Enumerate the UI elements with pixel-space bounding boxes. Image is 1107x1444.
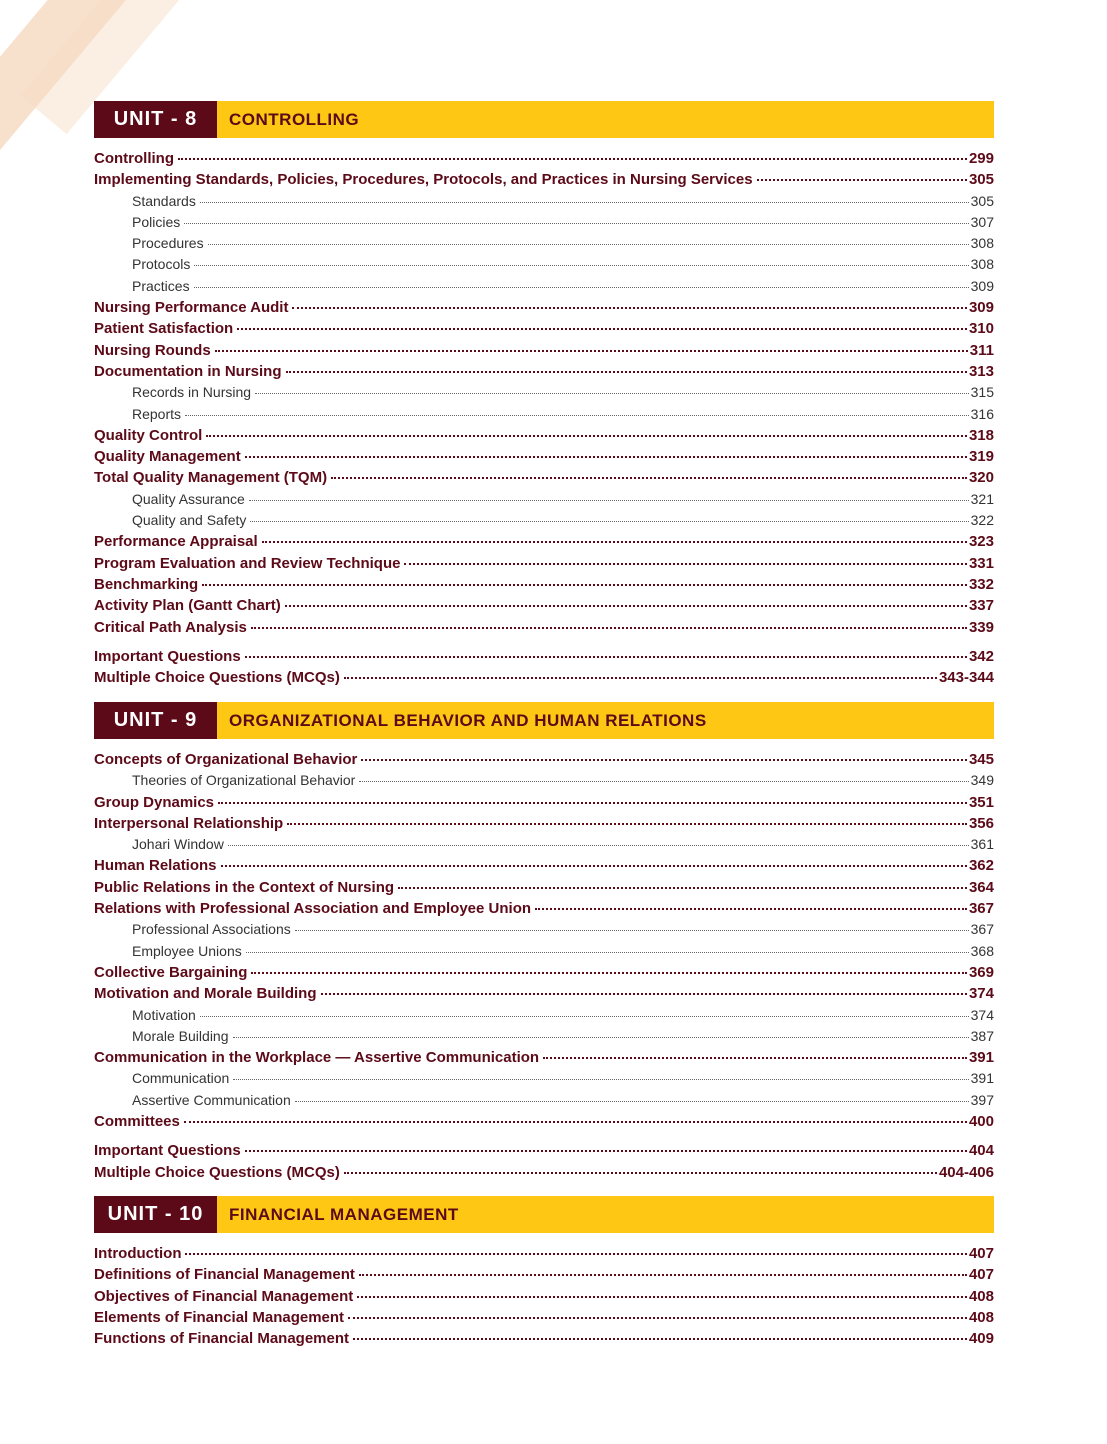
toc-entry[interactable]: [94, 427, 994, 448]
entry-label: Johari Window: [132, 836, 224, 853]
section-gap: [94, 640, 994, 648]
toc-entry[interactable]: [94, 1142, 994, 1163]
page-number: 345: [968, 751, 994, 768]
page-number: 374: [968, 985, 994, 1003]
dot-leader: [249, 499, 969, 501]
entry-label: Motivation and Morale Building: [94, 985, 317, 1003]
unit-title: CONTROLLING: [217, 101, 994, 138]
page-number: 404-406: [938, 1163, 994, 1181]
unit-title: FINANCIAL MANAGEMENT: [217, 1196, 994, 1233]
entry-label: Human Relations: [94, 857, 217, 875]
toc-entry[interactable]: [94, 555, 994, 576]
entry-label: Practices: [132, 277, 190, 294]
toc-subentry[interactable]: [94, 921, 994, 942]
toc-entry[interactable]: [94, 576, 994, 597]
entry-label: Assertive Communication: [132, 1091, 291, 1108]
unit-10-header: [94, 1196, 994, 1233]
page-number: 367: [968, 900, 994, 918]
toc-entry[interactable]: [94, 619, 994, 640]
page-number: 313: [968, 362, 994, 380]
entry-label: Communication in the Workplace — Assertive Communication: [94, 1049, 540, 1067]
entry-label: Committees: [94, 1113, 180, 1131]
toc-entry[interactable]: [94, 794, 994, 815]
dot-leader: [353, 1337, 967, 1340]
page-number: 349: [970, 772, 994, 789]
toc-entry[interactable]: [94, 857, 994, 878]
toc-subentry[interactable]: [94, 214, 994, 235]
entry-label: Records in Nursing: [132, 384, 252, 401]
entry-label: Concepts of Organizational Behavior: [94, 751, 358, 768]
toc-entry[interactable]: [94, 1309, 994, 1330]
dot-leader: [321, 992, 967, 995]
toc-subentry[interactable]: [94, 193, 994, 214]
dot-leader: [285, 604, 967, 607]
toc-subentry[interactable]: [94, 943, 994, 964]
dot-leader: [233, 1078, 968, 1080]
page-number: 299: [968, 150, 994, 167]
page-number: 369: [968, 963, 994, 981]
entry-label: Nursing Rounds: [94, 341, 211, 359]
dot-leader: [250, 520, 968, 522]
entry-label: Interpersonal Relationship: [94, 814, 284, 832]
entry-label: Professional Associations: [132, 921, 291, 938]
toc-subentry[interactable]: [94, 406, 994, 427]
entry-label: Program Evaluation and Review Technique: [94, 554, 401, 572]
page-number: 362: [968, 857, 994, 875]
page-number: 391: [970, 1070, 994, 1087]
toc-entry[interactable]: [94, 342, 994, 363]
page-number: 305: [968, 171, 994, 189]
dot-leader: [757, 178, 967, 181]
dot-leader: [206, 434, 967, 437]
page-number: 319: [968, 448, 994, 466]
page-number: 400: [968, 1113, 994, 1131]
entry-label: Important Questions: [94, 1142, 241, 1160]
dot-leader: [292, 306, 966, 309]
entry-label: Performance Appraisal: [94, 533, 258, 551]
dot-leader: [543, 1056, 967, 1059]
dot-leader: [255, 392, 969, 394]
toc-entry[interactable]: [94, 171, 994, 192]
toc-entry[interactable]: [94, 299, 994, 320]
page-number: 309: [968, 299, 994, 317]
dot-leader: [359, 780, 968, 782]
dot-leader: [251, 626, 967, 629]
entry-label: Collective Bargaining: [94, 963, 248, 981]
entry-label: Quality Control: [94, 426, 203, 444]
page-number: 307: [970, 213, 994, 230]
toc-subentry[interactable]: [94, 384, 994, 405]
unit-badge: UNIT - 9: [94, 702, 217, 739]
dot-leader: [357, 1295, 967, 1298]
dot-leader: [200, 201, 969, 203]
toc-entry[interactable]: [94, 900, 994, 921]
unit-9-contents: [94, 751, 994, 1185]
entry-label: Documentation in Nursing: [94, 362, 282, 380]
toc-entry[interactable]: [94, 1245, 994, 1266]
dot-leader: [287, 822, 967, 825]
toc-entry[interactable]: [94, 597, 994, 618]
toc-subentry[interactable]: [94, 235, 994, 256]
dot-leader: [295, 1100, 969, 1102]
dot-leader: [398, 886, 967, 889]
dot-leader: [245, 455, 967, 458]
page-number: 331: [968, 554, 994, 572]
entry-label: Patient Satisfaction: [94, 320, 234, 338]
toc-entry[interactable]: [94, 751, 994, 772]
entry-label: Protocols: [132, 256, 191, 273]
entry-label: Benchmarking: [94, 575, 199, 593]
dot-leader: [237, 327, 967, 330]
dot-leader: [185, 1252, 966, 1255]
dot-leader: [359, 1273, 967, 1276]
entry-label: Functions of Financial Management: [94, 1330, 350, 1348]
toc-entry[interactable]: [94, 1164, 994, 1185]
entry-label: Nursing Performance Audit: [94, 299, 289, 317]
entry-label: Activity Plan (Gantt Chart): [94, 597, 281, 615]
page-number: 361: [970, 836, 994, 853]
dot-leader: [361, 758, 967, 761]
dot-leader: [215, 349, 968, 352]
toc-entry[interactable]: [94, 320, 994, 341]
toc-subentry[interactable]: [94, 772, 994, 793]
dot-leader: [246, 951, 969, 953]
toc-entry[interactable]: [94, 469, 994, 490]
unit-9-header: [94, 702, 994, 739]
entry-label: Morale Building: [132, 1027, 229, 1044]
entry-label: Definitions of Financial Management: [94, 1266, 355, 1284]
unit-10-contents: [94, 1245, 994, 1351]
toc-subentry[interactable]: [94, 491, 994, 512]
page-number: 387: [970, 1027, 994, 1044]
toc-subentry[interactable]: [94, 278, 994, 299]
entry-label: Standards: [132, 192, 196, 209]
page-number: 356: [968, 814, 994, 832]
toc-subentry[interactable]: [94, 256, 994, 277]
page-number: 323: [968, 533, 994, 551]
dot-leader: [221, 864, 967, 867]
page-number: 337: [968, 597, 994, 615]
entry-label: Communication: [132, 1070, 230, 1087]
section-gap: [94, 1134, 994, 1142]
dot-leader: [185, 414, 969, 416]
toc-entry[interactable]: [94, 1288, 994, 1309]
page-number: 368: [970, 942, 994, 959]
entry-label: Implementing Standards, Policies, Procedures, Protocols, and Practices in Nursing Services: [94, 171, 753, 189]
page-number: 364: [968, 878, 994, 896]
entry-label: Objectives of Financial Management: [94, 1287, 354, 1305]
page-number: 308: [970, 235, 994, 252]
dot-leader: [233, 1036, 969, 1038]
unit-badge: UNIT - 8: [94, 101, 217, 138]
page-number: 321: [970, 490, 994, 507]
dot-leader: [208, 243, 969, 245]
entry-label: Group Dynamics: [94, 793, 215, 811]
entry-label: Multiple Choice Questions (MCQs): [94, 1163, 340, 1181]
entry-label: Quality and Safety: [132, 512, 247, 529]
page-number: 309: [970, 277, 994, 294]
page-number: 305: [970, 192, 994, 209]
dot-leader: [202, 583, 967, 586]
dot-leader: [184, 222, 968, 224]
entry-label: Introduction: [94, 1245, 182, 1262]
page-number: 311: [969, 341, 994, 359]
unit-8-contents: [94, 150, 994, 690]
page-number: 316: [970, 405, 994, 422]
dot-leader: [251, 971, 967, 974]
toc-entry[interactable]: [94, 1330, 994, 1351]
entry-label: Relations with Professional Association and Employee Union: [94, 900, 532, 918]
toc-entry[interactable]: [94, 1113, 994, 1134]
page-number: 343-344: [938, 669, 994, 687]
entry-label: Controlling: [94, 150, 174, 167]
dot-leader: [348, 1316, 967, 1319]
dot-leader: [344, 676, 937, 679]
dot-leader: [218, 801, 967, 804]
entry-label: Multiple Choice Questions (MCQs): [94, 669, 340, 687]
toc-subentry[interactable]: [94, 836, 994, 857]
dot-leader: [295, 929, 969, 931]
dot-leader: [535, 907, 967, 910]
toc-subentry[interactable]: [94, 1028, 994, 1049]
page-number: 332: [968, 575, 994, 593]
dot-leader: [344, 1171, 937, 1174]
page-number: 404: [968, 1142, 994, 1160]
page-number: 339: [968, 618, 994, 636]
entry-label: Elements of Financial Management: [94, 1308, 345, 1326]
page-number: 342: [968, 647, 994, 665]
dot-leader: [245, 655, 967, 658]
toc-entry[interactable]: [94, 533, 994, 554]
entry-label: Reports: [132, 405, 182, 422]
entry-label: Theories of Organizational Behavior: [132, 772, 356, 789]
page-number: 407: [968, 1266, 994, 1284]
toc-entry[interactable]: [94, 815, 994, 836]
entry-label: Total Quality Management (TQM): [94, 469, 328, 487]
entry-label: Quality Management: [94, 448, 241, 466]
toc-subentry[interactable]: [94, 1092, 994, 1113]
toc-entry[interactable]: [94, 363, 994, 384]
toc-entry[interactable]: [94, 669, 994, 690]
page-number: 391: [968, 1049, 994, 1067]
entry-label: Quality Assurance: [132, 490, 245, 507]
toc-entry[interactable]: [94, 879, 994, 900]
dot-leader: [331, 476, 967, 479]
toc-entry[interactable]: [94, 985, 994, 1006]
page-number: 310: [968, 320, 994, 338]
entry-label: Policies: [132, 213, 181, 230]
toc-entry[interactable]: [94, 150, 994, 171]
toc-entry[interactable]: [94, 964, 994, 985]
toc-entry[interactable]: [94, 1049, 994, 1070]
toc-entry[interactable]: [94, 1266, 994, 1287]
toc-subentry[interactable]: [94, 1070, 994, 1091]
entry-label: Important Questions: [94, 647, 241, 665]
dot-leader: [200, 1015, 969, 1017]
unit-title: ORGANIZATIONAL BEHAVIOR AND HUMAN RELATIONS: [217, 702, 994, 739]
toc-entry[interactable]: [94, 448, 994, 469]
toc-subentry[interactable]: [94, 1007, 994, 1028]
dot-leader: [245, 1149, 967, 1152]
entry-label: Procedures: [132, 235, 204, 252]
page-number: 397: [970, 1091, 994, 1108]
page-number: 407: [968, 1245, 994, 1262]
dot-leader: [404, 562, 967, 565]
dot-leader: [286, 370, 967, 373]
page-number: 322: [970, 512, 994, 529]
page-number: 315: [970, 384, 994, 401]
page-number: 409: [968, 1330, 994, 1348]
page-number: 374: [970, 1006, 994, 1023]
dot-leader: [194, 264, 968, 266]
entry-label: Public Relations in the Context of Nursing: [94, 878, 395, 896]
page-number: 408: [968, 1308, 994, 1326]
dot-leader: [184, 1120, 967, 1123]
page-number: 351: [968, 793, 994, 811]
page-number: 318: [968, 426, 994, 444]
dot-leader: [262, 540, 967, 543]
dot-leader: [194, 286, 969, 288]
entry-label: Critical Path Analysis: [94, 618, 247, 636]
page-number: 367: [970, 921, 994, 938]
page-number: 408: [968, 1287, 994, 1305]
toc-subentry[interactable]: [94, 512, 994, 533]
unit-badge: UNIT - 10: [94, 1196, 217, 1233]
dot-leader: [178, 157, 967, 160]
toc-entry[interactable]: [94, 648, 994, 669]
page-number: 320: [968, 469, 994, 487]
page-number: 308: [970, 256, 994, 273]
entry-label: Motivation: [132, 1006, 196, 1023]
unit-8-header: [94, 101, 994, 138]
entry-label: Employee Unions: [132, 942, 242, 959]
dot-leader: [228, 844, 969, 846]
